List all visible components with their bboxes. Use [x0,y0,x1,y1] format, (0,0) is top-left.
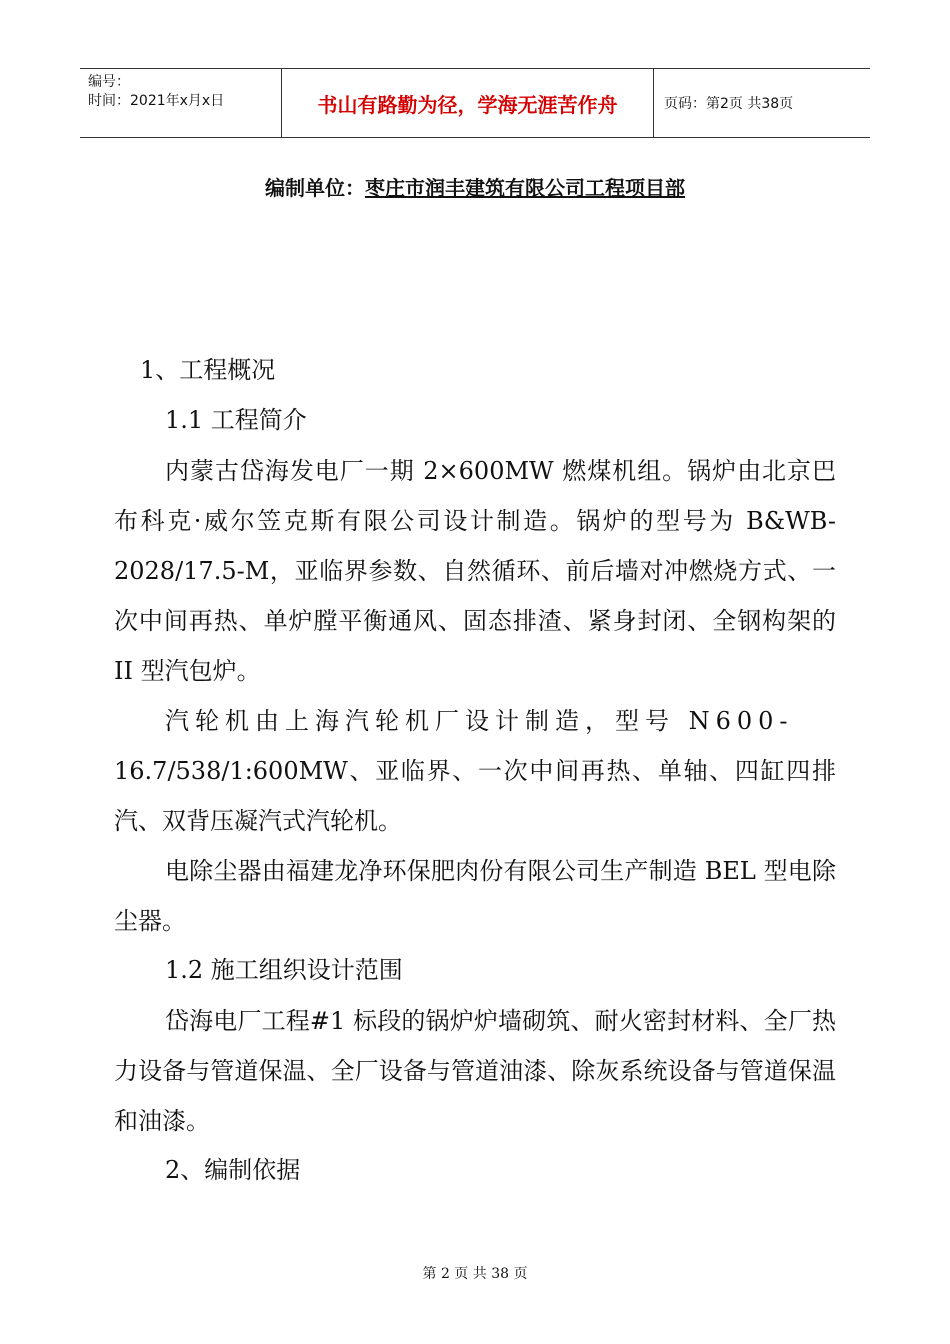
unit-label: 编制单位： [265,176,365,200]
header-motto: 书山有路勤为径，学海无涯苦作舟 [282,69,654,137]
time-label: 时间：2021年x月x日 [88,93,225,109]
unit-name: 枣庄市润丰建筑有限公司工程项目部 [365,176,685,200]
page-footer: 第 2 页 共 38 页 [422,1266,528,1282]
paragraph-turbine-rest: 16.7/538/1:600MW、亚临界、一次中间再热、单轴、四缸四排汽、双背压凝汽式汽轮机。 [114,757,836,835]
section-2-title: 2、编制依据 [165,1156,301,1184]
paragraph-boiler [114,446,836,696]
paragraph-boiler-text: 内蒙古岱海发电厂一期 2×600MW 燃煤机组。锅炉由北京巴布科克·威尔笠克斯有限公司设计制造。锅炉的型号为 B&WB-2028/17.5-M，亚临界参数、自然循环、前后墙对冲燃烧方式、一次中间再热、单炉膛平衡通风、固态排渣、紧身封闭、全钢构架的 II 型汽包炉。 [114,457,836,685]
section-1-title: 1、工程概况 [140,356,276,384]
paragraph-turbine [114,696,836,846]
header-page-info: 页码：第2页 共38页 [664,96,794,112]
paragraph-precipitator [114,846,836,946]
paragraph-turbine-line1: 汽轮机由上海汽轮机厂设计制造，型号 N600- [165,707,794,735]
section-1-1-title: 1.1 工程简介 [165,406,307,434]
header-meta [80,69,282,137]
number-label: 编号： [88,74,130,90]
paragraph-scope-text: 岱海电厂工程#1 标段的锅炉炉墙砌筑、耐火密封材料、全厂热力设备与管道保温、全厂设备与管道油漆、除灰系统设备与管道保温和油漆。 [114,1007,836,1135]
compiling-unit [0,172,950,201]
paragraph-precipitator-text: 电除尘器由福建龙净环保肥肉份有限公司生产制造 BEL 型电除尘器。 [114,857,836,935]
page-header [80,68,870,138]
paragraph-scope [114,996,836,1146]
section-1-2-title: 1.2 施工组织设计范围 [165,956,403,984]
